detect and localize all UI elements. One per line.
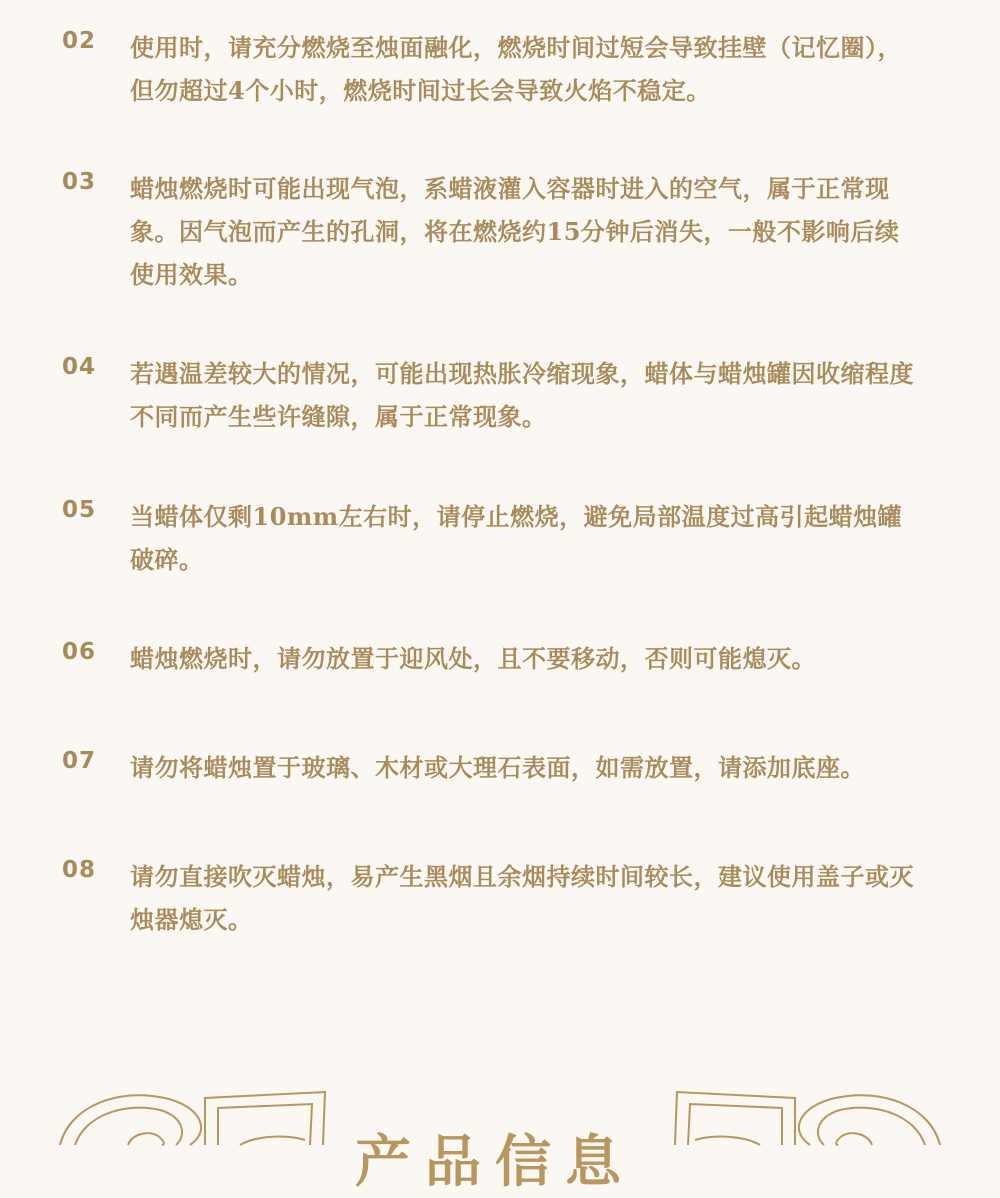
item-number: 04 bbox=[62, 354, 97, 380]
section-heading: 产品信息 bbox=[355, 1129, 635, 1195]
item-number: 08 bbox=[62, 857, 97, 883]
section-header-ornament bbox=[0, 1060, 1000, 1195]
item-number: 03 bbox=[62, 169, 97, 195]
item-number: 06 bbox=[62, 639, 97, 665]
item-text: 蜡烛燃烧时可能出现气泡，系蜡液灌入容器时进入的空气，属于正常现象。因气泡而产生的孔洞，将在燃烧约15分钟后消失，一般不影响后续使用效果。 bbox=[130, 174, 900, 289]
item-number: 05 bbox=[62, 497, 97, 523]
item-text: 蜡烛燃烧时，请勿放置于迎风处，且不要移动，否则可能熄灭。 bbox=[130, 644, 816, 673]
item-text: 若遇温差较大的情况，可能出现热胀冷缩现象，蜡体与蜡烛罐因收缩程度不同而产生些许缝隙，属于正常现象。 bbox=[130, 359, 914, 431]
item-text: 使用时，请充分燃烧至烛面融化，燃烧时间过短会导致挂壁（记忆圈），但勿超过4个小时，燃烧时间过长会导致火焰不稳定。 bbox=[130, 33, 902, 105]
item-text: 当蜡体仅剩10mm左右时，请停止燃烧，避免局部温度过高引起蜡烛罐破碎。 bbox=[130, 502, 903, 574]
item-text: 请勿将蜡烛置于玻璃、木材或大理石表面，如需放置，请添加底座。 bbox=[130, 753, 865, 782]
item-text: 请勿直接吹灭蜡烛，易产生黑烟且余烟持续时间较长，建议使用盖子或灭烛器熄灭。 bbox=[130, 862, 914, 934]
item-number: 07 bbox=[62, 748, 97, 774]
item-number: 02 bbox=[62, 28, 97, 54]
